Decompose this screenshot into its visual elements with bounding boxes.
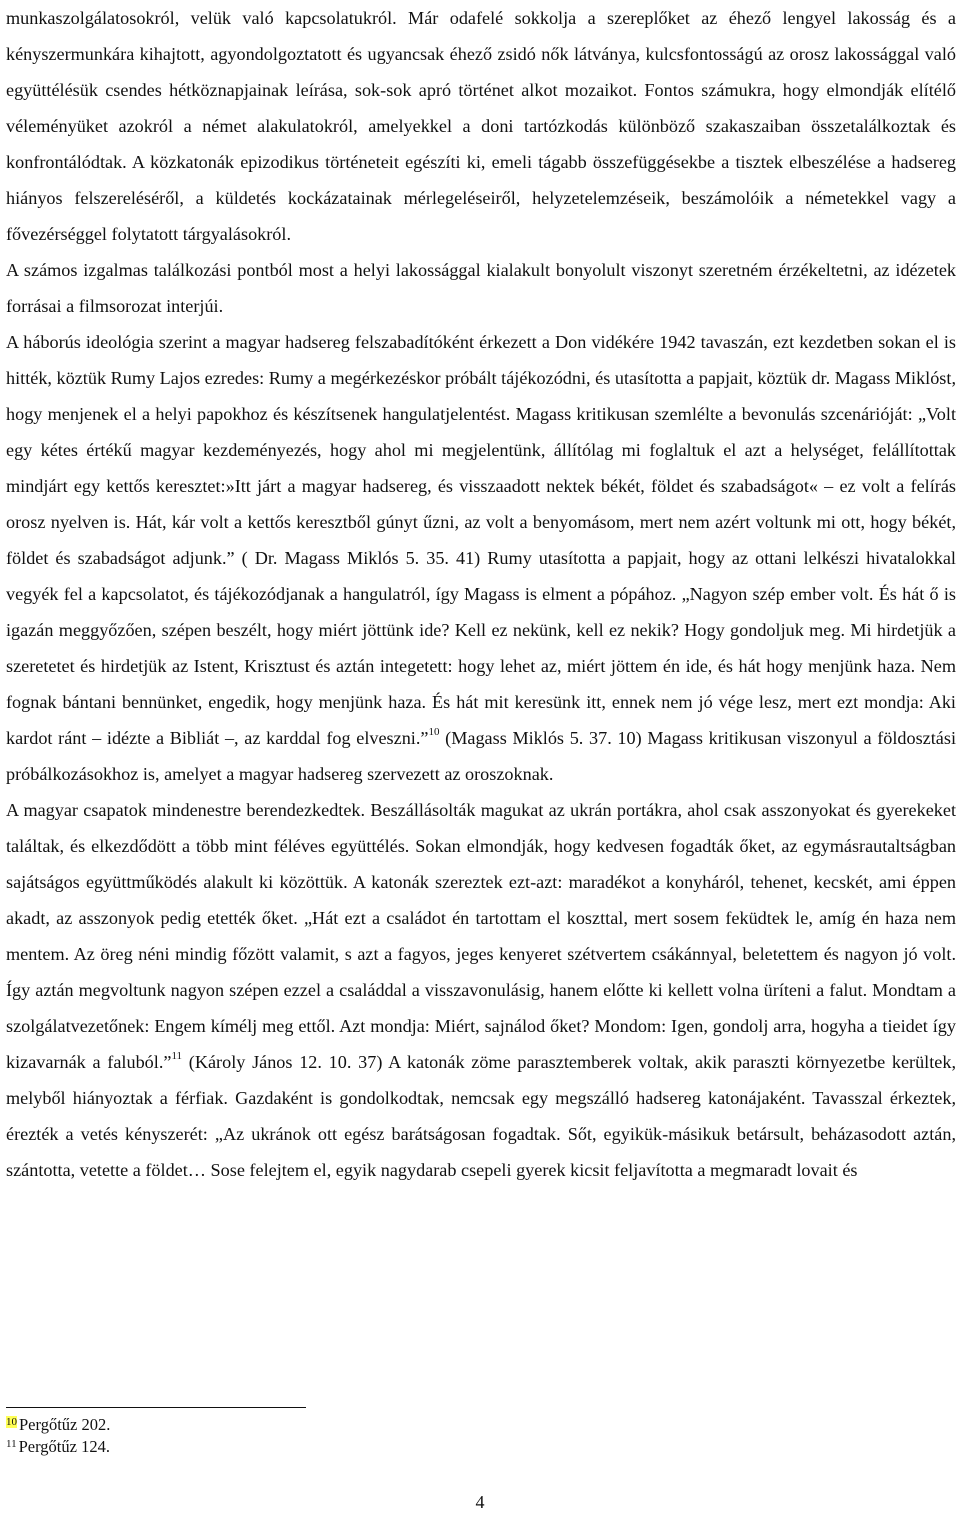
paragraph-4-text-b: (Károly János 12. 10. 37) A katonák zöme parasztemberek voltak, akik paraszti környezetbe kerültek, melyből hiányoztak a férfiak. Gazdaként is gondolkodtak, nemcsak egy megszálló hadsereg katonájaként. Tavasszal érkeztek, érezték a vetés kényszerét: „Az ukránok ott egész barátságosan fogadtak. Sőt, egyikük-másikuk betársult, beházasodott aztán, szántotta, vetette a földet… Sose felejtem el, egyik nagydarab csepeli gyerek kicsit feljavította a megmaradt lovait és — [6, 1052, 957, 1180]
footnote-mark-10: 10 — [6, 1416, 17, 1428]
footnotes — [6, 1414, 110, 1458]
footnote-text-11: Pergőtűz 124. — [18, 1437, 110, 1456]
paragraph-1: munkaszolgálatosokról, velük való kapcsolatukról. Már odafelé sokkolja a szereplőket az éhező lengyel lakosság és a kényszermunkára kihajtott, agyondolgoztatott és ugyancsak éhező zsidó nők látványa, kulcsfontosságú az orosz lakossággal való együttélésük csendes hétköznapjainak leírása, sok-sok apró történet alkot mozaikot. Fontos számukra, hogy elmondják elítélő véleményüket azokról a német alakulatokról, amelyekkel a doni tartózkodás különböző szakaszaiban összetalálkoztak és konfrontálódtak. A közkatonák epizodikus történeteit egészíti ki, emeli tágabb összefüggésekbe a tisztek elbeszélése a hadsereg hiányos felszereléséről, a küldetés kockázatainak mérlegeléseiről, helyzetelemzéseik, beszámolóik a németekkel vagy a fővezérséggel folytatott tárgyalásokról. — [6, 8, 956, 244]
document-body — [6, 0, 956, 1188]
paragraph-4-text-a: A magyar csapatok mindenestre berendezkedtek. Beszállásolták magukat az ukrán portákra, ahol csak asszonyokat és gyerekeket találtak, és elkezdődött a több mint féléves együttélés. Sokan elmondják, hogy kedvesen fogadták őket, az egymásrautaltságban sajátságos együttműködés alakult ki közöttük. A katonák szereztek ezt-azt: maradékot a konyháról, tehenet, kecskét, ami éppen akadt, az asszonyok pedig etették őket. „Hát ezt a családot én tartottam el koszttal, mert sosem feküdtek le, amíg én haza nem mentem. Az öreg néni mindig főzött valamit, s azt a fagyos, jeges kenyeret szétvertem csákánnyal, beletettem és nagyon jó volt. Így aztán megvoltunk nagyon szépen ezzel a családdal a visszavonulásig, hanem előtte ki kellett volna üríteni a falut. Mondtam a szolgálatvezetőnek: Engem kímélj meg ettől. Azt mondja: Miért, sajnálod őket? Mondom: Igen, gondolj arra, hogyha a tieidet így kizavarnák a faluból.” — [6, 800, 956, 1072]
footnote-text-10: Pergőtűz 202. — [19, 1415, 111, 1434]
footnote-divider — [6, 1407, 306, 1408]
footnote-mark-11: 11 — [6, 1438, 17, 1450]
paragraph-3-text-a: A háborús ideológia szerint a magyar hadsereg felszabadítóként érkezett a Don vidékére 1942 tavaszán, ezt kezdetben sokan el is hitték, köztük Rumy Lajos ezredes: Rumy a megérkezéskor próbált tájékozódni, és utasította a papjait, köztük dr. Magass Miklóst, hogy menjenek el a helyi papokhoz és készítsenek hangulatjelentést. Magass kritikusan szemlélte a bevonulás szcenárióját: „Volt egy kétes értékű magyar kezdeményezés, hogy ahol mi megjelentünk, állítólag mi foglaltuk el azt a helységet, felállítottak mindjárt egy kettős keresztet:»Itt járt a magyar hadsereg, és visszaadott nektek békét, földet és szabadságot« – ez volt a felírás orosz nyelven is. Hát, kár volt a kettős keresztből gúnyt űzni, az volt a benyomásom, mert nem azért voltunk mi ott, hogy békét, földet és szabadságot adjunk.” ( Dr. Magass Miklós 5. 35. 41) Rumy utasította a papjait, hogy az ottani lelkészi hivatalokkal vegyék fel a kapcsolatot, és tájékozódjanak a hangulatról, így Magass is elment a pópához. „Nagyon szép ember volt. És hát ő is igazán meggyőzően, szépen beszélt, hogy miért jöttünk ide? Kell ez nekünk, kell ez nekik? Hogy gondoljuk meg. Mi hirdetjük a szeretetet és hirdetjük az Istent, Krisztust és aztán integetett: hogy lehet az, miért jöttem én ide, és hát hogy menjünk haza. Nem fognak bántani bennünket, engedik, hogy menjünk haza. És hát mit keresünk itt, ennek nem jó vége lesz, mert ezt mondja: Aki kardot ránt – idézte a Bibliát –, az karddal fog elveszni.” — [6, 332, 956, 748]
footnote-11 — [6, 1436, 110, 1458]
paragraph-3 — [6, 324, 956, 792]
paragraph-2: A számos izgalmas találkozási pontból most a helyi lakossággal kialakult bonyolult viszonyt szeretném érzékeltetni, az idézetek forrásai a filmsorozat interjúi. — [6, 260, 956, 316]
page-number: 4 — [475, 1492, 485, 1512]
footnote-ref-10[interactable]: 10 — [428, 726, 440, 738]
footnote-ref-11[interactable]: 11 — [171, 1050, 183, 1062]
footnote-10 — [6, 1414, 110, 1436]
paragraph-3-text-b: (Magass Miklós 5. 37. 10) Magass kritikusan viszonyul a földosztási próbálkozásokhoz is, amelyet a magyar hadsereg szervezett az oroszoknak. — [6, 728, 957, 784]
paragraph-4 — [6, 792, 956, 1188]
